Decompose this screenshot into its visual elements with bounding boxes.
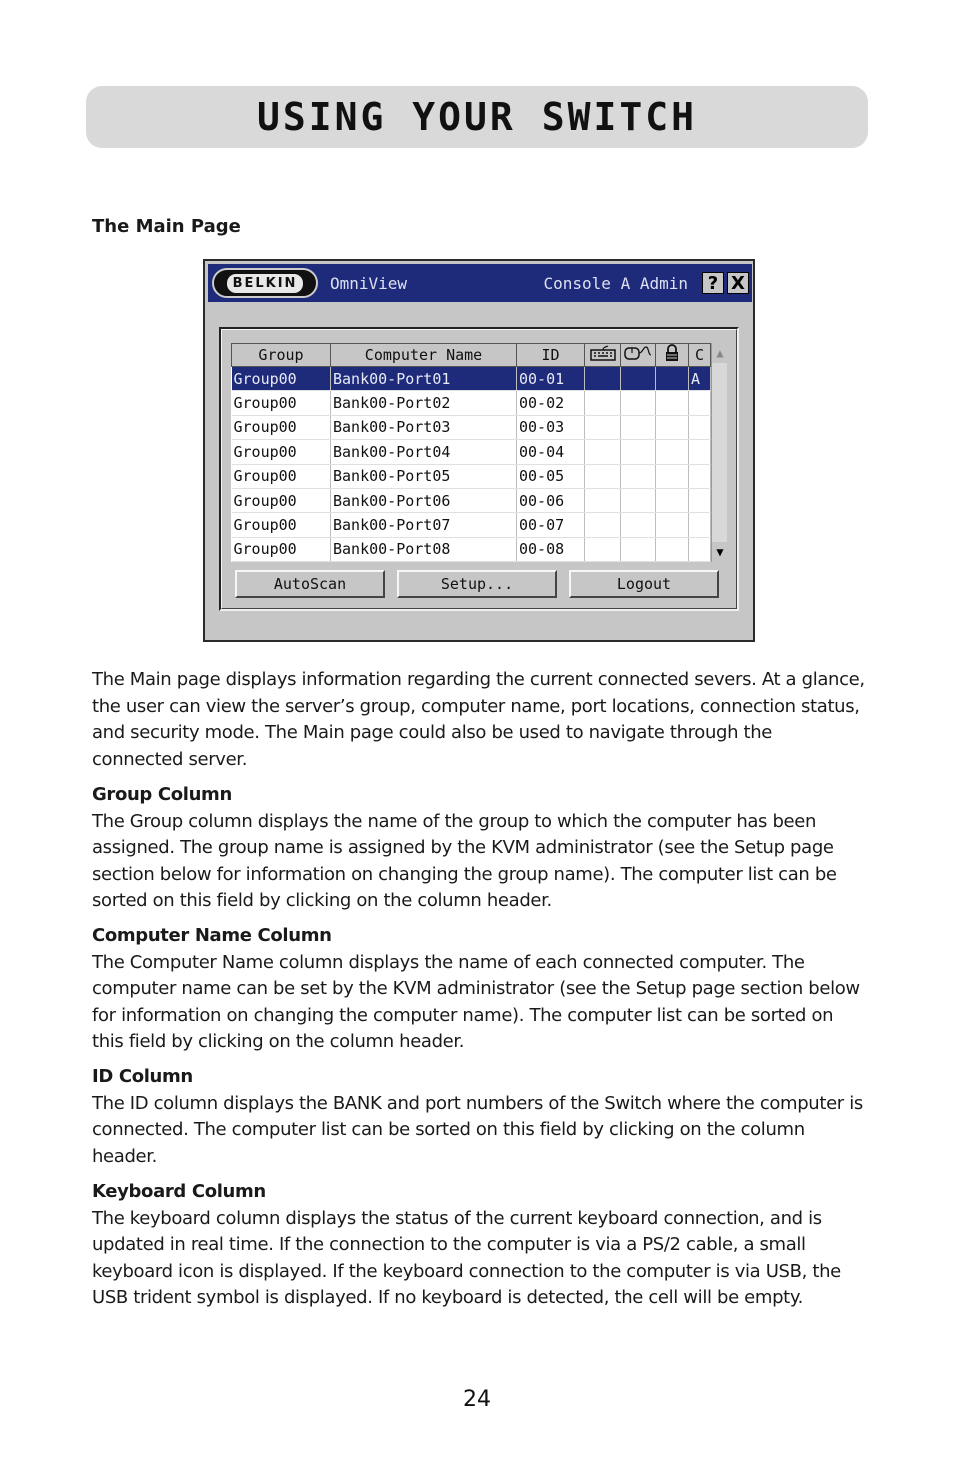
group-column-heading: Group Column [92, 784, 232, 805]
id-column-section [92, 1064, 867, 1170]
cell-keyboard [585, 415, 621, 439]
help-button[interactable]: ? [702, 272, 724, 294]
group-column-section [92, 782, 867, 915]
cell-id: 00-04 [517, 440, 585, 464]
cell-id: 00-01 [517, 367, 585, 391]
cell-group: Group00 [232, 391, 331, 415]
cell-connection [689, 488, 711, 512]
table-row[interactable] [232, 440, 711, 464]
column-header-computer-name[interactable]: Computer Name [331, 344, 517, 367]
scroll-down-icon[interactable]: ▼ [712, 542, 728, 562]
computer-list-table [231, 343, 711, 562]
mouse-icon [624, 345, 652, 361]
setup-button[interactable]: Setup... [397, 570, 557, 598]
cell-mouse [621, 513, 656, 537]
cell-keyboard [585, 391, 621, 415]
cell-id: 00-08 [517, 537, 585, 561]
cell-computer-name: Bank00-Port05 [331, 464, 517, 488]
cell-mouse [621, 367, 656, 391]
table-row[interactable] [232, 464, 711, 488]
osd-window [203, 259, 755, 642]
keyboard-column-section [92, 1179, 867, 1312]
cell-mouse [621, 537, 656, 561]
computer-name-column-heading: Computer Name Column [92, 925, 332, 946]
cell-mouse [621, 415, 656, 439]
cell-keyboard [585, 488, 621, 512]
keyboard-icon [590, 345, 616, 361]
belkin-logo-text: BELKIN [227, 274, 304, 293]
keyboard-column-heading: Keyboard Column [92, 1181, 266, 1202]
section-title: The Main Page [92, 216, 241, 237]
cell-mouse [621, 488, 656, 512]
cell-computer-name: Bank00-Port03 [331, 415, 517, 439]
belkin-logo [212, 268, 318, 298]
cell-security [656, 537, 689, 561]
cell-connection [689, 415, 711, 439]
cell-computer-name: Bank00-Port08 [331, 537, 517, 561]
id-column-text: The ID column displays the BANK and port numbers of the Switch where the computer is connected. The computer list can be sorted on this field by clicking on the column header. [92, 1092, 863, 1167]
close-button[interactable]: X [727, 272, 749, 294]
intro-text: The Main page displays information regarding the current connected severs. At a glance, the user can view the server’s group, computer name, port locations, connection status, and security mode. The Main page could also be used to navigate through the connected server. [92, 669, 865, 770]
cell-computer-name: Bank00-Port01 [331, 367, 517, 391]
column-header-group[interactable]: Group [232, 344, 331, 367]
cell-keyboard [585, 464, 621, 488]
table-row[interactable] [232, 391, 711, 415]
logout-button[interactable]: Logout [569, 570, 719, 598]
cell-security [656, 391, 689, 415]
cell-connection [689, 391, 711, 415]
cell-id: 00-07 [517, 513, 585, 537]
page-header-title: USING YOUR SWITCH [257, 95, 697, 139]
osd-titlebar [208, 264, 752, 302]
cell-group: Group00 [232, 513, 331, 537]
intro-paragraph [92, 667, 867, 773]
cell-keyboard [585, 537, 621, 561]
cell-id: 00-06 [517, 488, 585, 512]
cell-connection [689, 464, 711, 488]
cell-group: Group00 [232, 537, 331, 561]
cell-security [656, 464, 689, 488]
cell-connection [689, 513, 711, 537]
cell-connection [689, 440, 711, 464]
cell-connection [689, 537, 711, 561]
cell-group: Group00 [232, 415, 331, 439]
scroll-up-icon[interactable]: ▲ [712, 343, 728, 363]
keyboard-column-text: The keyboard column displays the status of the current keyboard connection, and is updated in real time. If the connection to the computer is via a PS/2 cable, a small keyboard icon is displayed. If the keyboard connection to the computer is via USB, the USB trident symbol is displayed. If no keyboard is detected, the cell will be empty. [92, 1207, 841, 1308]
cell-keyboard [585, 513, 621, 537]
cell-connection: A [689, 367, 711, 391]
cell-mouse [621, 440, 656, 464]
cell-group: Group00 [232, 488, 331, 512]
autoscan-button[interactable]: AutoScan [235, 570, 385, 598]
column-header-id[interactable]: ID [517, 344, 585, 367]
cell-mouse [621, 464, 656, 488]
cell-security [656, 513, 689, 537]
cell-security [656, 488, 689, 512]
group-column-text: The Group column displays the name of the group to which the computer has been assigned. The group name is assigned by the KVM administrator (see the Setup page section below for information on changing the group name). The computer list can be sorted on this field by clicking on the column header. [92, 810, 837, 911]
list-scrollbar[interactable] [711, 343, 727, 562]
lock-icon [664, 344, 680, 362]
app-name: OmniView [330, 273, 408, 293]
table-row[interactable] [232, 537, 711, 561]
table-row[interactable] [232, 415, 711, 439]
column-header-keyboard[interactable] [585, 344, 621, 367]
cell-group: Group00 [232, 367, 331, 391]
table-row[interactable] [232, 513, 711, 537]
computer-list-panel [219, 327, 739, 611]
column-header-mouse[interactable] [621, 344, 656, 367]
cell-group: Group00 [232, 440, 331, 464]
cell-mouse [621, 391, 656, 415]
page-number: 24 [463, 1387, 491, 1412]
console-label: Console A Admin [543, 273, 688, 293]
computer-name-column-section [92, 923, 867, 1056]
cell-security [656, 415, 689, 439]
column-header-connection[interactable]: C [689, 344, 711, 367]
cell-computer-name: Bank00-Port07 [331, 513, 517, 537]
cell-computer-name: Bank00-Port04 [331, 440, 517, 464]
table-row[interactable] [232, 488, 711, 512]
computer-name-column-text: The Computer Name column displays the name of each connected computer. The computer name can be set by the KVM administrator (see the Setup page section below for information on changing the computer name). The computer list can be sorted on this field by clicking on the column header. [92, 951, 860, 1052]
cell-computer-name: Bank00-Port02 [331, 391, 517, 415]
cell-group: Group00 [232, 464, 331, 488]
cell-keyboard [585, 367, 621, 391]
cell-keyboard [585, 440, 621, 464]
cell-security [656, 367, 689, 391]
page-header-banner [86, 86, 868, 148]
column-header-security[interactable] [656, 344, 689, 367]
cell-id: 00-02 [517, 391, 585, 415]
table-row[interactable] [232, 367, 711, 391]
id-column-heading: ID Column [92, 1066, 193, 1087]
cell-id: 00-05 [517, 464, 585, 488]
cell-computer-name: Bank00-Port06 [331, 488, 517, 512]
cell-security [656, 440, 689, 464]
cell-id: 00-03 [517, 415, 585, 439]
